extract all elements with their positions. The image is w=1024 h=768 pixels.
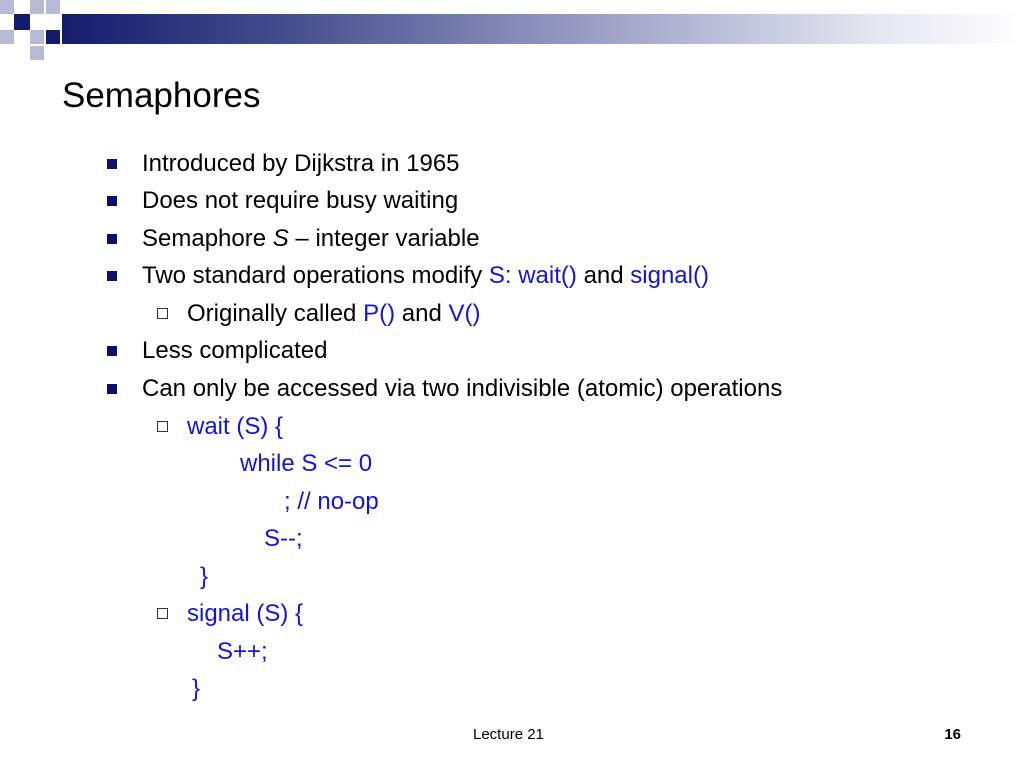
bullet-square-icon: [107, 384, 117, 394]
code-signal-header: signal (S) {: [187, 600, 304, 627]
page-number: 16: [944, 726, 961, 743]
variable-s: S: [272, 225, 289, 252]
deco-square: [0, 30, 14, 44]
sub-bullet-box-icon: [157, 421, 168, 432]
bullet-square-icon: [107, 271, 117, 281]
bullet-text: Semaphore S – integer variable: [142, 225, 480, 252]
deco-square: [30, 46, 44, 60]
code-while: while S <= 0: [240, 450, 373, 477]
header-gradient-band: [62, 14, 1024, 44]
bullet-text: Less complicated: [142, 337, 328, 364]
slide-title: Semaphores: [62, 76, 261, 115]
deco-square: [30, 30, 44, 44]
bullet-square-icon: [107, 346, 117, 356]
deco-square: [46, 30, 60, 44]
bullet-text: Can only be accessed via two indivisible (atomic) operations: [142, 375, 783, 402]
sub-bullet-box-icon: [157, 608, 168, 619]
bullet-square-icon: [107, 234, 117, 244]
code-noop: ; // no-op: [284, 488, 379, 515]
code-close-brace: }: [192, 675, 201, 702]
bullet-text: Does not require busy waiting: [142, 187, 459, 214]
code-increment: S++;: [217, 638, 268, 665]
deco-square: [0, 0, 14, 14]
deco-square: [46, 0, 60, 14]
sub-bullet-box-icon: [157, 308, 168, 319]
footer-label: Lecture 21: [473, 726, 544, 743]
bullet-text: Two standard operations modify S: wait() and signal(): [142, 262, 709, 289]
bullet-square-icon: [107, 159, 117, 169]
bullet-square-icon: [107, 196, 117, 206]
code-wait-header: wait (S) {: [187, 413, 284, 440]
bullet-text: Introduced by Dijkstra in 1965: [142, 150, 460, 177]
deco-square: [14, 14, 30, 30]
deco-square: [30, 0, 44, 14]
code-decrement: S--;: [264, 525, 303, 552]
sub-bullet-text: Originally called P() and V(): [187, 300, 481, 327]
code-close-brace: }: [200, 563, 209, 590]
